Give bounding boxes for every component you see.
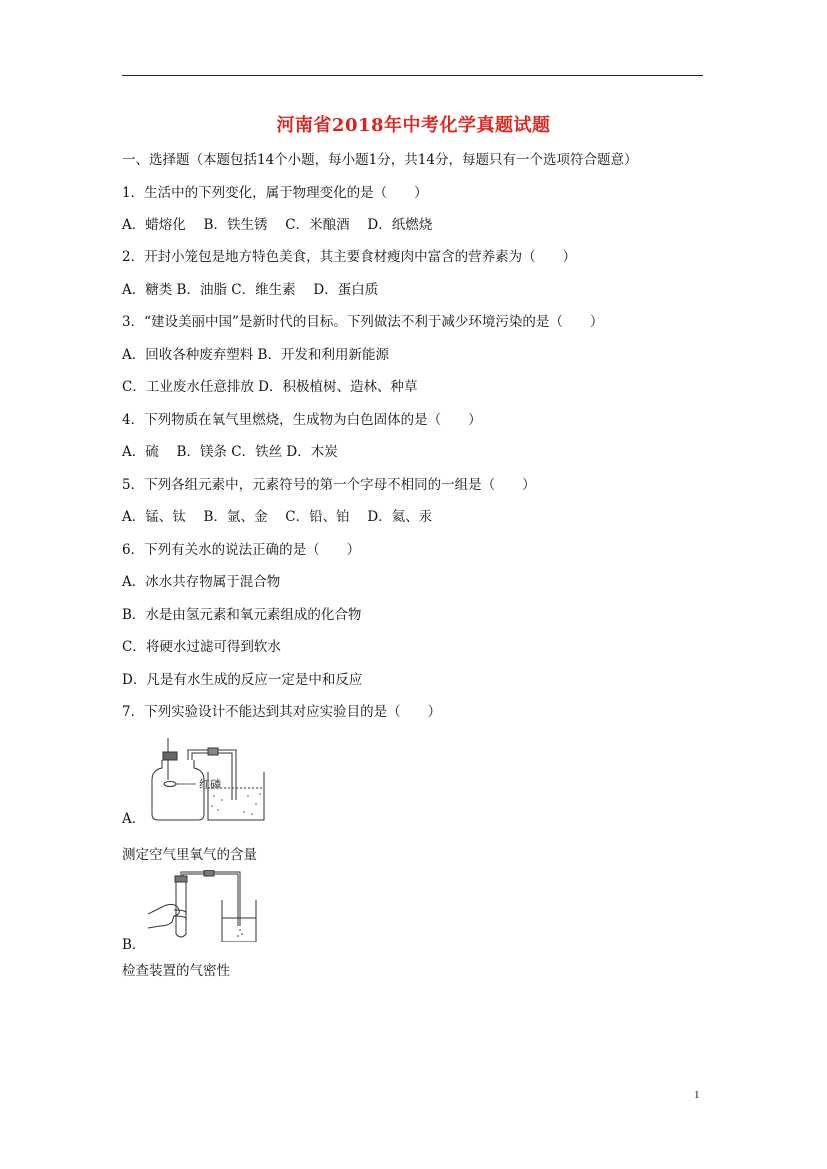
question-7-option-a-label: A． [122, 811, 146, 827]
page-title: 河南省2018年中考化学真题试题 [276, 115, 551, 136]
red-phosphorus-label: 红磷 [199, 778, 221, 791]
page-number: 1 [694, 1089, 700, 1101]
question-7-option-b-caption: 检查装置的气密性 [122, 963, 230, 979]
question-6-stem: 6．下列有关水的说法正确的是（ ） [122, 542, 361, 558]
question-6-option-b: B．水是由氢元素和氧元素组成的化合物 [122, 607, 362, 623]
question-6-option-a: A．冰水共存物属于混合物 [122, 574, 281, 590]
question-3-options-ab: A．回收各种废弃塑料 B．开发和利用新能源 [122, 347, 389, 363]
question-6-option-c: C．将硬水过滤可得到软水 [122, 639, 281, 655]
airtightness-apparatus-figure [148, 870, 260, 942]
question-3-options-cd: C．工业废水任意排放 D．积极植树、造林、种草 [122, 379, 418, 395]
question-7-option-a-caption: 测定空气里氧气的含量 [122, 847, 257, 863]
question-2-stem: 2．开封小笼包是地方特色美食，其主要食材瘦肉中富含的营养素为（ ） [122, 249, 577, 265]
question-2-options: A．糖类 B．油脂 C．维生素 D．蛋白质 [122, 282, 379, 298]
oxygen-content-apparatus-figure [148, 738, 298, 824]
question-1-options: A．蜡熔化 B．铁生锈 C．米酿酒 D．纸燃烧 [122, 217, 433, 233]
question-3-stem: 3．“建设美丽中国”是新时代的目标。下列做法不利于减少环境污染的是（ ） [122, 314, 604, 330]
question-5-options: A．锰、钛 B．氩、金 C．铅、铂 D．氦、汞 [122, 509, 433, 525]
question-4-options: A．硫 B．镁条 C．铁丝 D．木炭 [122, 444, 338, 460]
question-7-stem: 7．下列实验设计不能达到其对应实验目的是（ ） [122, 704, 442, 720]
header-rule [122, 75, 703, 76]
question-4-stem: 4．下列物质在氧气里燃烧，生成物为白色固体的是（ ） [122, 412, 482, 428]
question-5-stem: 5．下列各组元素中，元素符号的第一个字母不相同的一组是（ ） [122, 477, 536, 493]
section-heading: 一、选择题（本题包括14个小题，每小题1分，共14分，每题只有一个选项符合题意） [122, 152, 638, 168]
question-7-option-b-label: B． [122, 937, 146, 953]
question-6-option-d: D．凡是有水生成的反应一定是中和反应 [122, 672, 363, 688]
question-1-stem: 1．生活中的下列变化，属于物理变化的是（ ） [122, 185, 428, 201]
